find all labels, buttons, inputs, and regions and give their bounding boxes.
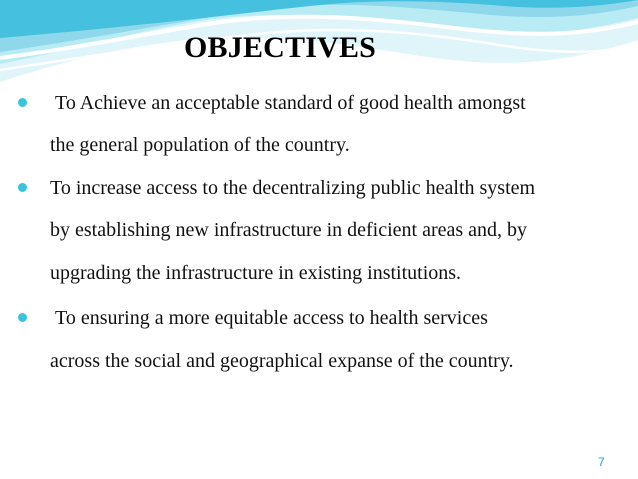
objective-2-line-1: To increase access to the decentralizing public health system — [50, 177, 536, 199]
objective-3-line-2: across the social and geographical expanse of the country. — [50, 350, 514, 372]
objective-2-line-3: upgrading the infrastructure in existing institutions. — [50, 262, 462, 284]
objective-2-line-2: by establishing new infrastructure in deficient areas and, by — [50, 219, 528, 241]
bullet-icon — [18, 98, 27, 107]
objective-1-line-2: the general population of the country. — [50, 134, 350, 156]
slide-title: OBJECTIVES — [184, 31, 377, 64]
objective-3-line-1: To ensuring a more equitable access to health services — [55, 307, 488, 329]
objective-1-line-1: To Achieve an acceptable standard of good health amongst — [55, 92, 526, 114]
bullet-icon — [18, 313, 27, 322]
slide-page-number: 7 — [598, 455, 605, 469]
bullet-icon — [18, 183, 27, 192]
